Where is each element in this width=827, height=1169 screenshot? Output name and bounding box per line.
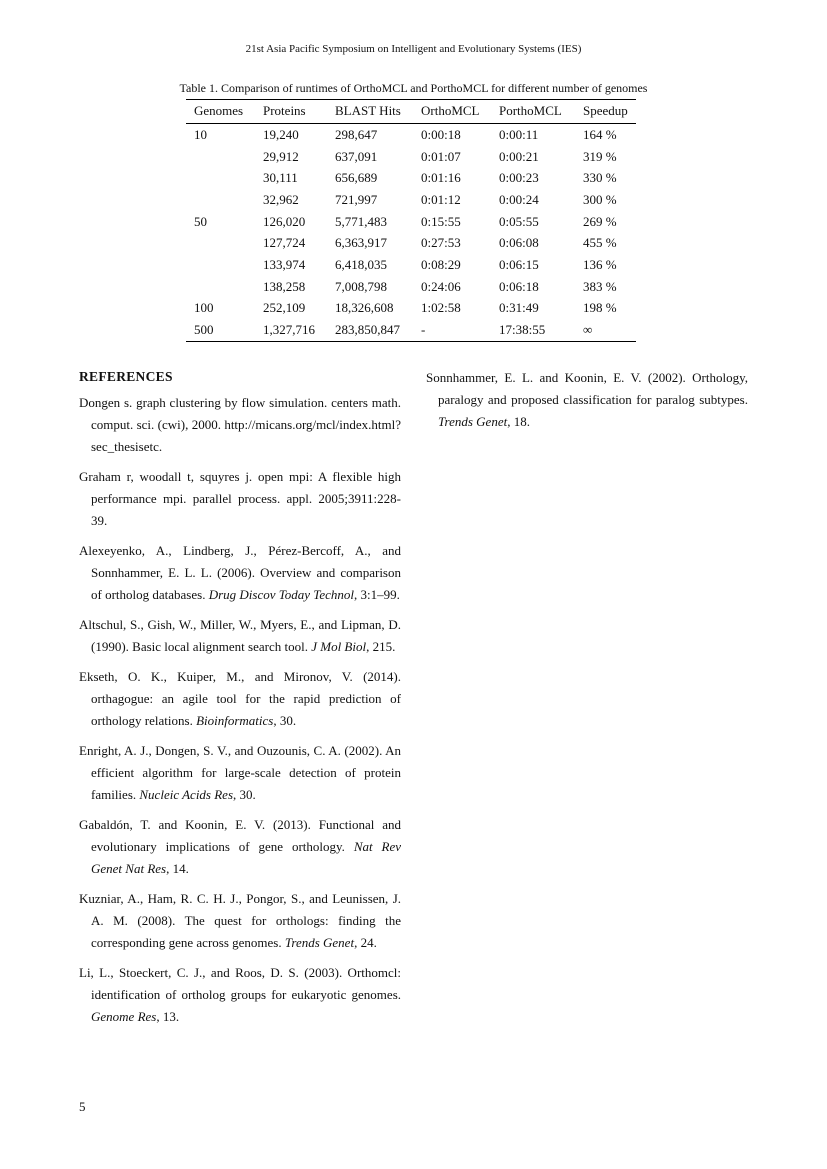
cell-orthomcl: 0:01:16 — [421, 170, 461, 186]
reference-entry — [79, 666, 401, 732]
reference-text: , 18. — [507, 414, 530, 429]
header-porthomcl: PorthoMCL — [491, 100, 575, 124]
references-left-column — [79, 367, 401, 1036]
cell-genomes — [186, 167, 255, 189]
cell-proteins: 138,258 — [263, 278, 306, 294]
reference-text: , 30. — [273, 713, 297, 728]
cell-genomes — [186, 254, 255, 276]
reference-text: Kuzniar, A., Ham, R. C. H. J., Pongor, S., and Leunissen, J. A. M. (2008). The quest for orthologs: finding the corresponding gene across genomes. — [79, 891, 401, 950]
references-heading: REFERENCES — [79, 369, 173, 384]
cell-blast-hits: 5,771,483 — [335, 213, 387, 229]
reference-text: Enright, A. J., Dongen, S. V., and Ouzounis, C. A. (2002). An efficient algorithm for large-scale detection of protein families. — [79, 743, 401, 802]
cell-proteins: 32,962 — [263, 191, 299, 207]
reference-entry — [79, 392, 401, 458]
page-number: 5 — [79, 1099, 86, 1114]
cell-genomes — [186, 276, 255, 298]
cell-proteins: 1,327,716 — [255, 319, 327, 341]
cell-genomes: 50 — [194, 213, 207, 229]
header-proteins: Proteins — [255, 100, 327, 124]
cell-blast-hits: 637,091 — [335, 148, 378, 164]
reference-entry — [79, 962, 401, 1028]
reference-entry — [79, 614, 401, 658]
header-orthomcl: OrthoMCL — [413, 100, 491, 124]
cell-blast-hits: 6,418,035 — [335, 256, 387, 272]
header-genomes: Genomes — [186, 100, 255, 124]
table-row — [186, 124, 636, 146]
cell-blast-hits: 721,997 — [335, 191, 378, 207]
cell-orthomcl: 0:00:18 — [421, 126, 461, 142]
reference-text: , 13. — [156, 1009, 180, 1024]
cell-porthomcl: 0:00:23 — [499, 170, 539, 186]
reference-entry — [79, 466, 401, 532]
reference-journal: Nucleic Acids Res — [139, 787, 234, 802]
table-row — [186, 298, 636, 320]
table-row — [186, 276, 636, 298]
cell-proteins: 30,111 — [263, 170, 298, 186]
cell-porthomcl: 0:00:24 — [499, 191, 539, 207]
cell-porthomcl: 0:00:11 — [499, 126, 539, 142]
reference-text: , 3:1–99. — [354, 587, 400, 602]
table-row — [186, 167, 636, 189]
cell-porthomcl: 0:00:21 — [499, 148, 539, 164]
reference-text: Alexeyenko, A., Lindberg, J., Pérez-Bercoff, A., and Sonnhammer, E. L. L. (2006). Overview and comparison of ortholog databases. — [79, 543, 401, 602]
cell-blast-hits: 7,008,798 — [335, 278, 387, 294]
cell-orthomcl: 0:27:53 — [421, 235, 461, 251]
reference-entry — [79, 740, 401, 806]
reference-text: Altschul, S., Gish, W., Miller, W., Myers, E., and Lipman, D. (1990). Basic local alignment search tool. — [79, 617, 401, 654]
cell-genomes: 500 — [186, 319, 255, 341]
cell-speedup: 269 % — [583, 213, 617, 229]
cell-porthomcl: 0:06:15 — [499, 256, 539, 272]
reference-text: , 30. — [233, 787, 256, 802]
reference-text: Graham r, woodall t, squyres j. open mpi: A flexible high performance mpi. parallel process. appl. 2005;3911:228-39. — [79, 469, 401, 528]
reference-text: , 215. — [366, 639, 396, 654]
cell-genomes: 100 — [194, 300, 214, 316]
cell-genomes: 10 — [194, 126, 207, 142]
cell-orthomcl: 0:01:07 — [421, 148, 461, 164]
cell-orthomcl: 0:24:06 — [421, 278, 461, 294]
cell-speedup: 300 % — [583, 191, 617, 207]
cell-genomes — [186, 232, 255, 254]
cell-speedup: 198 % — [583, 300, 617, 316]
reference-entry — [426, 367, 748, 433]
cell-proteins: 126,020 — [263, 213, 306, 229]
cell-proteins: 252,109 — [263, 300, 306, 316]
cell-orthomcl: 0:15:55 — [421, 213, 461, 229]
cell-proteins: 127,724 — [263, 235, 306, 251]
cell-orthomcl: 1:02:58 — [421, 300, 461, 316]
cell-speedup: 330 % — [583, 170, 617, 186]
table-header-row — [186, 100, 636, 124]
cell-porthomcl: 0:31:49 — [499, 300, 539, 316]
table-row — [186, 319, 636, 341]
table-caption: Table 1. Comparison of runtimes of OrthoMCL and PorthoMCL for different number of genomes — [179, 81, 648, 95]
cell-proteins: 133,974 — [263, 256, 306, 272]
reference-entry — [79, 814, 401, 880]
cell-orthomcl: 0:01:12 — [421, 191, 461, 207]
cell-porthomcl: 0:06:18 — [499, 278, 539, 294]
table-row — [186, 146, 636, 168]
cell-genomes — [186, 189, 255, 211]
cell-speedup: 455 % — [583, 235, 617, 251]
table-row — [186, 211, 636, 233]
runtime-comparison-table — [186, 99, 636, 342]
cell-blast-hits: 298,647 — [335, 126, 378, 142]
reference-text: Sonnhammer, E. L. and Koonin, E. V. (2002). Orthology, paralogy and proposed classification for paralog subtypes. — [426, 370, 748, 407]
reference-journal: Genome Res — [91, 1009, 157, 1024]
references-right-column — [426, 367, 748, 441]
cell-proteins: 19,240 — [263, 126, 299, 142]
cell-speedup: 164 % — [583, 126, 617, 142]
cell-blast-hits: 6,363,917 — [335, 235, 387, 251]
reference-journal: J Mol Biol — [311, 639, 367, 654]
running-header: 21st Asia Pacific Symposium on Intelligent and Evolutionary Systems (IES) — [245, 43, 582, 55]
cell-porthomcl: 17:38:55 — [491, 319, 575, 341]
table-row — [186, 232, 636, 254]
cell-speedup: ∞ — [575, 319, 636, 341]
reference-text: Dongen s. graph clustering by flow simulation. centers math. comput. sci. (cwi), 2000. http://micans.org/mcl/index.html?sec_thesisetc. — [79, 395, 401, 454]
cell-speedup: 319 % — [583, 148, 617, 164]
reference-journal: Trends Genet — [284, 935, 355, 950]
reference-text: , 24. — [354, 935, 377, 950]
reference-text: , 14. — [166, 861, 189, 876]
cell-blast-hits: 283,850,847 — [327, 319, 413, 341]
reference-text: Gabaldón, T. and Koonin, E. V. (2013). Functional and evolutionary implications of gene orthology. — [79, 817, 401, 854]
reference-list-right — [426, 367, 748, 433]
cell-speedup: 136 % — [583, 256, 617, 272]
cell-blast-hits: 656,689 — [335, 170, 378, 186]
cell-speedup: 383 % — [583, 278, 617, 294]
cell-genomes — [186, 146, 255, 168]
reference-entry — [79, 540, 401, 606]
reference-text: Li, L., Stoeckert, C. J., and Roos, D. S. (2003). Orthomcl: identification of ortholog groups for eukaryotic genomes. — [79, 965, 401, 1002]
table-row — [186, 189, 636, 211]
header-speedup: Speedup — [575, 100, 636, 124]
cell-porthomcl: 0:05:55 — [499, 213, 539, 229]
reference-list-left — [79, 392, 401, 1028]
reference-journal: Drug Discov Today Technol — [208, 587, 354, 602]
table-row — [186, 254, 636, 276]
reference-journal: Nat Rev Genet Nat Res — [91, 839, 401, 876]
cell-proteins: 29,912 — [263, 148, 299, 164]
cell-porthomcl: 0:06:08 — [499, 235, 539, 251]
reference-text: Ekseth, O. K., Kuiper, M., and Mironov, V. (2014). orthagogue: an agile tool for the rapid prediction of orthology relations. — [79, 669, 401, 728]
table-body — [186, 124, 636, 342]
cell-orthomcl: 0:08:29 — [421, 256, 461, 272]
header-blast-hits: BLAST Hits — [327, 100, 413, 124]
cell-orthomcl: - — [413, 319, 491, 341]
cell-blast-hits: 18,326,608 — [335, 300, 394, 316]
reference-journal: Trends Genet — [438, 414, 508, 429]
reference-journal: Bioinformatics — [196, 713, 274, 728]
reference-entry — [79, 888, 401, 954]
